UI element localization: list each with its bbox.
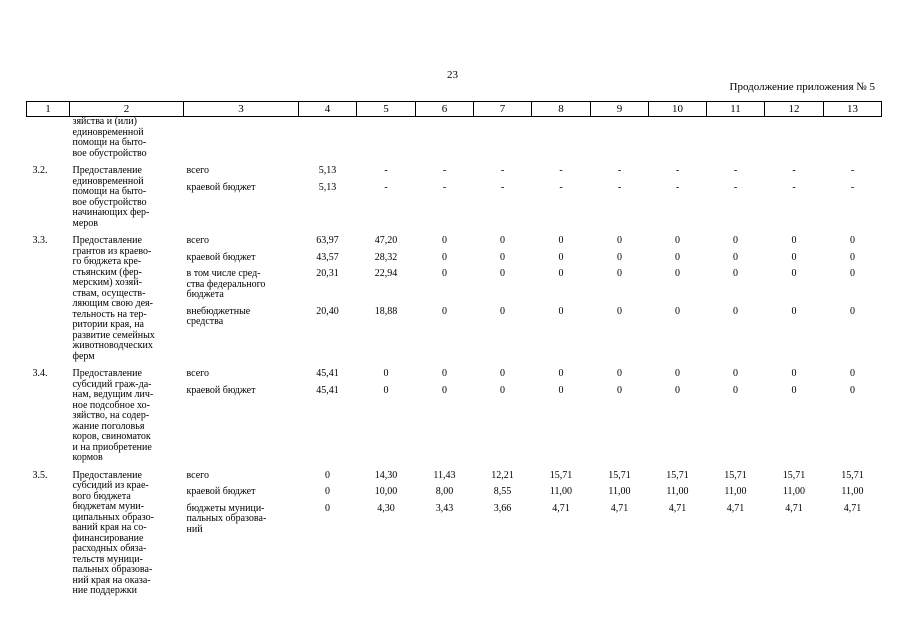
value: 45,41 [316, 368, 339, 379]
value: 0 [617, 251, 622, 263]
funding-source-cell [184, 471, 299, 597]
column-header-8: 8 [532, 102, 591, 117]
funding-source-line: ний [186, 523, 203, 535]
value-cell-col-10 [649, 471, 707, 597]
value-cell-col-8 [532, 117, 591, 160]
row-number: 3.5. [32, 469, 48, 481]
value: 11,00 [724, 486, 747, 497]
value-cell-col-8 [532, 369, 591, 464]
value: 22,94 [374, 268, 398, 279]
value: - [733, 165, 738, 176]
column-header-3: 3 [184, 102, 299, 117]
value-cell-col-13 [824, 117, 882, 160]
funding-source-line: в том числе сред- [186, 268, 261, 279]
value: 0 [733, 251, 738, 263]
value: - [617, 181, 622, 193]
description-line: единовременной [72, 126, 144, 138]
table-row [27, 369, 882, 464]
value: 0 [617, 268, 622, 279]
value: 0 [500, 251, 505, 263]
column-header-6: 6 [416, 102, 474, 117]
value: 0 [383, 384, 389, 396]
value: 5,13 [318, 181, 337, 193]
value: 0 [733, 268, 738, 279]
value: - [792, 181, 796, 193]
appendix-table [26, 101, 882, 604]
value: 0 [442, 235, 447, 246]
funding-source-cell [184, 166, 299, 229]
value: 15,71 [549, 469, 573, 481]
value: 0 [500, 305, 505, 317]
description-line: развитие семейных [72, 329, 155, 341]
description-line: ное подсобное хо- [72, 399, 150, 411]
value: 0 [850, 384, 855, 396]
value-cell-col-8 [532, 471, 591, 597]
value-cell-col-5 [357, 471, 416, 597]
funding-source-label [187, 471, 299, 482]
value: 0 [675, 305, 680, 317]
table-row [27, 166, 882, 229]
value: - [559, 181, 563, 193]
value: - [733, 181, 738, 193]
value-cell-col-13 [824, 369, 882, 464]
value: - [384, 181, 388, 193]
value: 20,31 [316, 268, 339, 279]
description-line: ципальных образо- [72, 511, 154, 523]
funding-source-label [187, 307, 299, 328]
funding-source-label [187, 166, 299, 177]
funding-source-label [187, 504, 299, 536]
description-line: тельность на тер- [72, 308, 147, 320]
value-cell-col-5 [357, 117, 416, 160]
value-cell-col-5 [357, 236, 416, 362]
funding-source-line: краевой бюджет [186, 181, 256, 193]
value: 0 [791, 251, 797, 263]
description-line: пальных образова- [72, 564, 153, 575]
value: 11,00 [782, 486, 806, 497]
value: - [792, 165, 796, 176]
value: 0 [558, 251, 564, 263]
value-cell-col-8 [532, 236, 591, 362]
value: 0 [442, 268, 447, 279]
value: 0 [791, 305, 797, 317]
value: - [500, 181, 505, 193]
funding-source-line: пальных образова- [186, 513, 267, 524]
row-spacer [27, 159, 882, 166]
funding-source-line: краевой бюджет [186, 486, 256, 497]
value: 0 [442, 368, 447, 379]
description-line: го бюджета кре- [72, 256, 142, 267]
description-line: ствам, осуществ- [72, 287, 146, 299]
value: 4,71 [610, 502, 629, 514]
value-cell-col-13 [824, 471, 882, 597]
description-line: помощи на быто- [72, 137, 147, 148]
value-cell-col-7 [474, 236, 532, 362]
row-number: 3.4. [32, 368, 48, 379]
value: 0 [617, 305, 622, 317]
column-header-2: 2 [70, 102, 184, 117]
description-line: субсидий из крае- [72, 480, 149, 491]
value: 12,21 [491, 469, 514, 481]
value: - [675, 165, 680, 176]
value: 0 [558, 235, 564, 246]
value: 45,41 [316, 384, 339, 396]
value-cell-col-12 [765, 236, 824, 362]
description-line: вое обустройство [72, 147, 147, 159]
value: 4,71 [552, 502, 570, 514]
value: 0 [442, 251, 447, 263]
value: - [442, 181, 447, 193]
row-description [70, 369, 184, 464]
funding-source-label [187, 183, 299, 194]
value: 0 [500, 384, 505, 396]
value: - [850, 165, 855, 176]
value-cell-col-4 [299, 369, 357, 464]
description-line: зяйства и (или) [72, 116, 137, 127]
description-line: расходных обяза- [72, 543, 147, 554]
value: 0 [617, 235, 622, 246]
value: 0 [850, 268, 855, 279]
description-line: Предоставление [72, 165, 142, 176]
value-cell-col-6 [416, 369, 474, 464]
value: 0 [500, 268, 505, 279]
funding-source-line: всего [186, 165, 210, 176]
value: 4,30 [377, 502, 395, 514]
value: 11,00 [608, 486, 631, 497]
value: 0 [675, 384, 680, 396]
value-cell-col-11 [707, 236, 765, 362]
description-line: Предоставление [72, 368, 142, 379]
value-cell-col-12 [765, 471, 824, 597]
value-cell-col-7 [474, 369, 532, 464]
column-header-13: 13 [824, 102, 882, 117]
value: 0 [675, 235, 680, 246]
table-row [27, 471, 882, 597]
value: - [500, 165, 505, 176]
description-line: начинающих фер- [72, 207, 150, 218]
value-cell-col-9 [591, 166, 649, 229]
value-cell-col-6 [416, 117, 474, 160]
funding-source-label [187, 386, 299, 397]
value: 11,43 [433, 469, 456, 481]
value: 0 [791, 235, 797, 246]
value: 8,55 [493, 486, 512, 497]
table-row [27, 117, 882, 160]
column-header-10: 10 [649, 102, 707, 117]
value-cell-col-10 [649, 236, 707, 362]
value: 18,88 [374, 305, 398, 317]
value-cell-col-4 [299, 236, 357, 362]
value-cell-col-12 [765, 166, 824, 229]
description-line: Предоставление [72, 469, 142, 481]
funding-source-cell [184, 236, 299, 362]
value-cell-col-9 [591, 471, 649, 597]
description-line: мерским) хозяй- [72, 277, 142, 288]
header-row [27, 102, 882, 117]
value-cell-col-12 [765, 117, 824, 160]
value: 20,40 [316, 305, 339, 317]
value: 63,97 [316, 235, 339, 246]
column-header-12: 12 [765, 102, 824, 117]
funding-source-line: ства федерального [186, 278, 266, 290]
page-number: 23 [447, 69, 458, 81]
row-description [70, 471, 184, 597]
value: 0 [850, 251, 855, 263]
value: 0 [558, 384, 564, 396]
value-cell-col-10 [649, 166, 707, 229]
value: 15,71 [666, 469, 689, 481]
value: 8,00 [435, 486, 454, 497]
row-spacer [27, 229, 882, 236]
description-line: вое обустройство [72, 196, 147, 208]
funding-source-line: краевой бюджет [186, 251, 256, 263]
value: 4,71 [668, 502, 687, 514]
value: 0 [733, 235, 738, 246]
row-spacer [27, 597, 882, 604]
value: 0 [733, 384, 738, 396]
value-cell-col-6 [416, 236, 474, 362]
funding-source-line: внебюджетные [186, 305, 251, 317]
description-line: нам, ведущим лич- [72, 389, 154, 400]
value: 3,66 [493, 502, 512, 514]
funding-source-label [187, 487, 299, 498]
value: 15,71 [782, 469, 806, 481]
value: 0 [325, 486, 330, 497]
value-cell-col-4 [299, 166, 357, 229]
description-line: ний края на оказа- [72, 574, 151, 586]
value: 0 [558, 268, 564, 279]
value: 43,57 [316, 251, 339, 263]
value-cell-col-6 [416, 166, 474, 229]
value: 0 [442, 305, 447, 317]
value: 0 [791, 384, 797, 396]
row-number: 3.2. [32, 165, 48, 176]
funding-source-line: бюджеты муници- [186, 502, 265, 514]
value: 3,43 [435, 502, 454, 514]
value-cell-col-11 [707, 471, 765, 597]
row-description [70, 166, 184, 229]
description-line: животноводческих [72, 340, 153, 351]
value: 0 [325, 502, 330, 514]
value: 11,00 [666, 486, 689, 497]
description-line: жание поголовья [72, 420, 145, 432]
value-cell-col-5 [357, 369, 416, 464]
description-line: зяйство, на содер- [72, 410, 150, 421]
value: 4,71 [785, 502, 803, 514]
column-header-11: 11 [707, 102, 765, 117]
row-description [70, 117, 184, 160]
value: 0 [791, 368, 797, 379]
value: 0 [850, 235, 855, 246]
description-line: тельств муници- [72, 553, 143, 565]
value: 4,71 [843, 502, 862, 514]
description-line: стьянским (фер- [72, 266, 142, 278]
funding-source-label [187, 269, 299, 301]
value-cell-col-9 [591, 369, 649, 464]
funding-source-cell [184, 117, 299, 160]
value: 11,00 [841, 486, 864, 497]
funding-source-line: всего [186, 469, 210, 481]
row-number [27, 117, 70, 160]
value-cell-col-7 [474, 471, 532, 597]
value: 0 [850, 368, 855, 379]
value: 15,71 [841, 469, 864, 481]
description-line: Предоставление [72, 235, 142, 246]
row-spacer [27, 362, 882, 369]
value: 0 [558, 368, 564, 379]
description-line: субсидий граж-да- [72, 378, 152, 390]
funding-source-label [187, 253, 299, 264]
value-cell-col-6 [416, 471, 474, 597]
value-cell-col-8 [532, 166, 591, 229]
value: - [384, 165, 388, 176]
value-cell-col-9 [591, 236, 649, 362]
funding-source-line: краевой бюджет [186, 384, 256, 396]
column-header-1: 1 [27, 102, 70, 117]
value-cell-col-7 [474, 117, 532, 160]
value: 0 [675, 251, 680, 263]
value: 0 [733, 368, 738, 379]
value: 10,00 [374, 486, 398, 497]
value: 28,32 [374, 251, 398, 263]
description-line: единовременной [72, 175, 144, 187]
column-header-4: 4 [299, 102, 357, 117]
description-line: кормов [72, 452, 103, 463]
value-cell-col-10 [649, 369, 707, 464]
value: 0 [675, 368, 680, 379]
value-cell-col-4 [299, 117, 357, 160]
description-line: меров [72, 217, 98, 229]
value: 0 [500, 368, 505, 379]
value-cell-col-9 [591, 117, 649, 160]
value: 0 [675, 268, 680, 279]
value-cell-col-13 [824, 236, 882, 362]
column-header-7: 7 [474, 102, 532, 117]
funding-source-label [187, 236, 299, 247]
value: 4,71 [726, 502, 745, 514]
value: 15,71 [608, 469, 631, 481]
value-cell-col-13 [824, 166, 882, 229]
row-number: 3.3. [32, 235, 48, 246]
table-row [27, 236, 882, 362]
column-header-5: 5 [357, 102, 416, 117]
description-line: ваний края на со- [72, 522, 147, 533]
funding-source-cell [184, 369, 299, 464]
value-cell-col-12 [765, 369, 824, 464]
value: 0 [383, 368, 389, 379]
column-header-9: 9 [591, 102, 649, 117]
value: 0 [791, 268, 797, 279]
value: 0 [325, 469, 330, 481]
value: 5,13 [318, 165, 337, 176]
description-line: помощи на быто- [72, 186, 147, 197]
value: 0 [617, 384, 622, 396]
row-description [70, 236, 184, 362]
value: 0 [500, 235, 505, 246]
description-line: грантов из краево- [72, 245, 152, 257]
table-body [27, 117, 882, 604]
funding-source-label [187, 369, 299, 380]
value-cell-col-11 [707, 369, 765, 464]
description-line: вого бюджета [72, 490, 131, 502]
value: 0 [442, 384, 447, 396]
value: - [559, 165, 563, 176]
value: 11,00 [549, 486, 573, 497]
funding-source-line: всего [186, 235, 210, 246]
value: - [442, 165, 447, 176]
value: 15,71 [724, 469, 747, 481]
description-line: ние поддержки [72, 585, 137, 596]
value: 0 [733, 305, 738, 317]
description-line: бюджетам муни- [72, 501, 144, 512]
value: 0 [850, 305, 855, 317]
value-cell-col-7 [474, 166, 532, 229]
funding-source-line: бюджета [186, 289, 224, 300]
value-cell-col-4 [299, 471, 357, 597]
value-cell-col-11 [707, 117, 765, 160]
description-line: ферм [72, 350, 95, 362]
funding-source-line: всего [186, 368, 210, 379]
value: - [617, 165, 622, 176]
value-cell-col-5 [357, 166, 416, 229]
continuation-note: Продолжение приложения № 5 [729, 81, 875, 93]
value: 0 [617, 368, 622, 379]
value-cell-col-10 [649, 117, 707, 160]
description-line: коров, свиноматок [72, 431, 151, 442]
description-line: ляющим свою дея- [72, 298, 153, 309]
description-line: ритории края, на [72, 319, 144, 330]
description-line: финансирование [72, 532, 144, 544]
value: - [850, 181, 855, 193]
funding-source-line: средства [186, 316, 224, 327]
value: 0 [558, 305, 564, 317]
value: 47,20 [374, 235, 398, 246]
value: - [675, 181, 680, 193]
value: 14,30 [374, 469, 398, 481]
value-cell-col-11 [707, 166, 765, 229]
description-line: и на приобретение [72, 441, 152, 453]
